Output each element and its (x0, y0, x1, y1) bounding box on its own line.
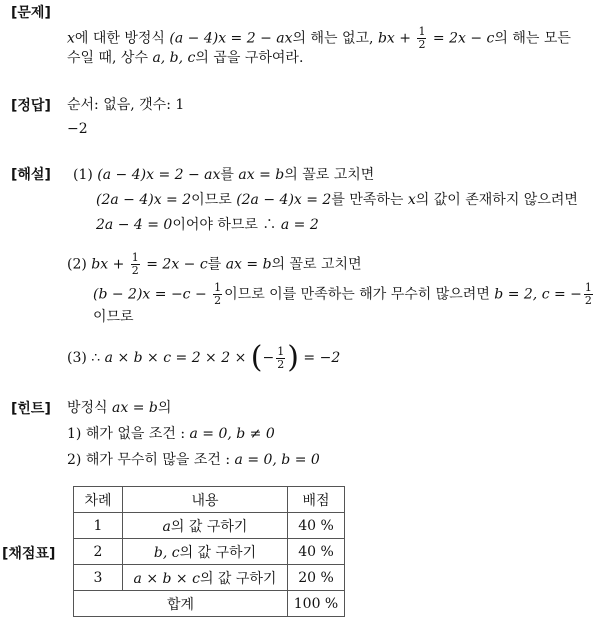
equation: (2a − 4)x = 2 (96, 192, 192, 208)
fraction-denominator: 2 (131, 264, 139, 277)
equation: (2a − 4)x = 2 (236, 192, 332, 208)
problem-text-4: 수일 때, 상수 (67, 50, 148, 66)
fraction-numerator: 1 (584, 281, 592, 294)
problem-line-1 (67, 26, 571, 51)
hint-line-2 (67, 425, 275, 443)
row-order: 3 (74, 565, 123, 591)
problem-equation-1: (a − 4)x = 2 − ax (169, 30, 293, 47)
solution-3-line (67, 340, 341, 375)
fraction (276, 346, 285, 371)
header-order: 차례 (74, 487, 123, 513)
text: 의 꼴로 고치면 (284, 167, 375, 183)
fraction-numerator: 1 (277, 344, 285, 358)
solution-2-head (67, 252, 362, 277)
fraction-denominator: 2 (584, 294, 592, 307)
row-content-text: 의 값 구하기 (199, 570, 277, 587)
equation: a = 0, b = 0 (234, 452, 320, 468)
equation: = −2 (303, 350, 341, 366)
row-content (123, 539, 288, 565)
problem-fraction (417, 26, 426, 51)
text: 방정식 (67, 400, 108, 416)
step-number: (2) (67, 256, 87, 273)
variable: x (407, 192, 416, 208)
equation: ax = b (238, 167, 285, 183)
problem-var-x: x (67, 30, 75, 47)
header-content: 내용 (123, 487, 288, 513)
equation: b = 2, c = − (494, 286, 582, 303)
equation: = 2x − c (146, 256, 208, 273)
problem-label: [문제] (11, 5, 51, 21)
problem-text-5: 의 곱을 구하여라. (195, 50, 304, 66)
problem-equation-2-post: = 2x − c (432, 30, 495, 47)
problem-equation-2-pre: bx + (377, 30, 412, 47)
row-content-text: 의 값 구하기 (170, 518, 248, 535)
fraction-numerator: 1 (131, 251, 139, 264)
fraction-denominator: 2 (214, 294, 222, 307)
solution-label: [해설] (11, 167, 51, 183)
text: 를 (220, 167, 234, 183)
row-order: 2 (74, 539, 123, 565)
row-content-var: a (162, 518, 171, 535)
row-content-var: b, c (153, 544, 180, 561)
fraction-numerator: 1 (214, 281, 222, 294)
hint-label: [힌트] (11, 401, 51, 417)
text: 의 꼴로 고치면 (271, 256, 362, 273)
minus-sign: − (262, 350, 275, 366)
problem-text-3: 의 해는 모든 (494, 30, 571, 47)
fraction-denominator: 2 (418, 38, 426, 51)
row-content (123, 565, 288, 591)
row-score: 20 % (288, 565, 345, 591)
answer-line-1: 순서: 없음, 갯수: 1 (67, 97, 185, 113)
hint-line-3 (67, 451, 320, 469)
table-header-row (74, 487, 345, 513)
table-row (74, 513, 345, 539)
problem-constants: a, b, c (152, 50, 196, 66)
solution-2-line-2 (93, 282, 595, 307)
equation: bx + (91, 256, 125, 273)
solution-1-line-3 (96, 216, 319, 234)
header-score: 배점 (288, 487, 345, 513)
equation: 2a − 4 = 0 (96, 217, 173, 233)
table-row (74, 539, 345, 565)
table-total-row (74, 591, 345, 617)
text: 2) 해가 무수히 많을 조건 : (67, 452, 231, 468)
text: 이므로 (191, 192, 232, 208)
answer-label: [정답] (11, 98, 51, 114)
equation: (a − 4)x = 2 − ax (97, 167, 221, 183)
equation: (b − 2)x = −c − (93, 286, 207, 303)
table-row (74, 565, 345, 591)
equation: a × b × c = 2 × 2 × (104, 350, 247, 366)
solution-1-head (73, 166, 374, 184)
paren-open: ( (250, 340, 263, 375)
solution-1-line-2 (96, 191, 578, 209)
equation: ax = b (112, 400, 158, 416)
answer-line-2: −2 (67, 121, 88, 137)
problem-text-2: 의 해는 없고, (292, 30, 374, 47)
row-content-var: a × b × c (133, 570, 200, 587)
row-score: 40 % (288, 513, 345, 539)
equation: ax = b (225, 256, 272, 273)
text: 이어야 하므로 ∴ (172, 217, 277, 233)
step-number: (3) ∴ (67, 350, 101, 366)
row-content (123, 513, 288, 539)
fraction (584, 282, 593, 307)
text: 를 (207, 256, 222, 273)
row-content-text: 의 값 구하기 (179, 544, 257, 561)
paren-close: ) (287, 340, 299, 375)
step-number: (1) (73, 167, 93, 183)
hint-line-1 (67, 399, 171, 417)
row-score: 40 % (288, 539, 345, 565)
text: 이므로 이를 만족하는 해가 무수히 많으려면 (224, 286, 490, 303)
text: 를 만족하는 (331, 192, 404, 208)
fraction (213, 282, 222, 307)
rubric-table (73, 486, 345, 617)
fraction-numerator: 1 (418, 25, 426, 38)
fraction-denominator: 2 (277, 357, 285, 371)
text: 의 (157, 400, 172, 416)
solution-2-line-3: 이므로 (93, 309, 134, 325)
rubric-label: [채점표] (2, 546, 56, 562)
total-label: 합계 (74, 591, 288, 617)
total-score: 100 % (288, 591, 345, 617)
fraction (131, 252, 140, 277)
problem-line-2 (67, 49, 303, 67)
equation: a = 0, b ≠ 0 (189, 426, 275, 442)
text: 의 값이 존재하지 않으려면 (415, 192, 578, 208)
equation: a = 2 (280, 217, 319, 233)
row-order: 1 (74, 513, 123, 539)
text: 1) 해가 없을 조건 : (67, 426, 186, 442)
problem-text-1: 에 대한 방정식 (74, 30, 165, 47)
